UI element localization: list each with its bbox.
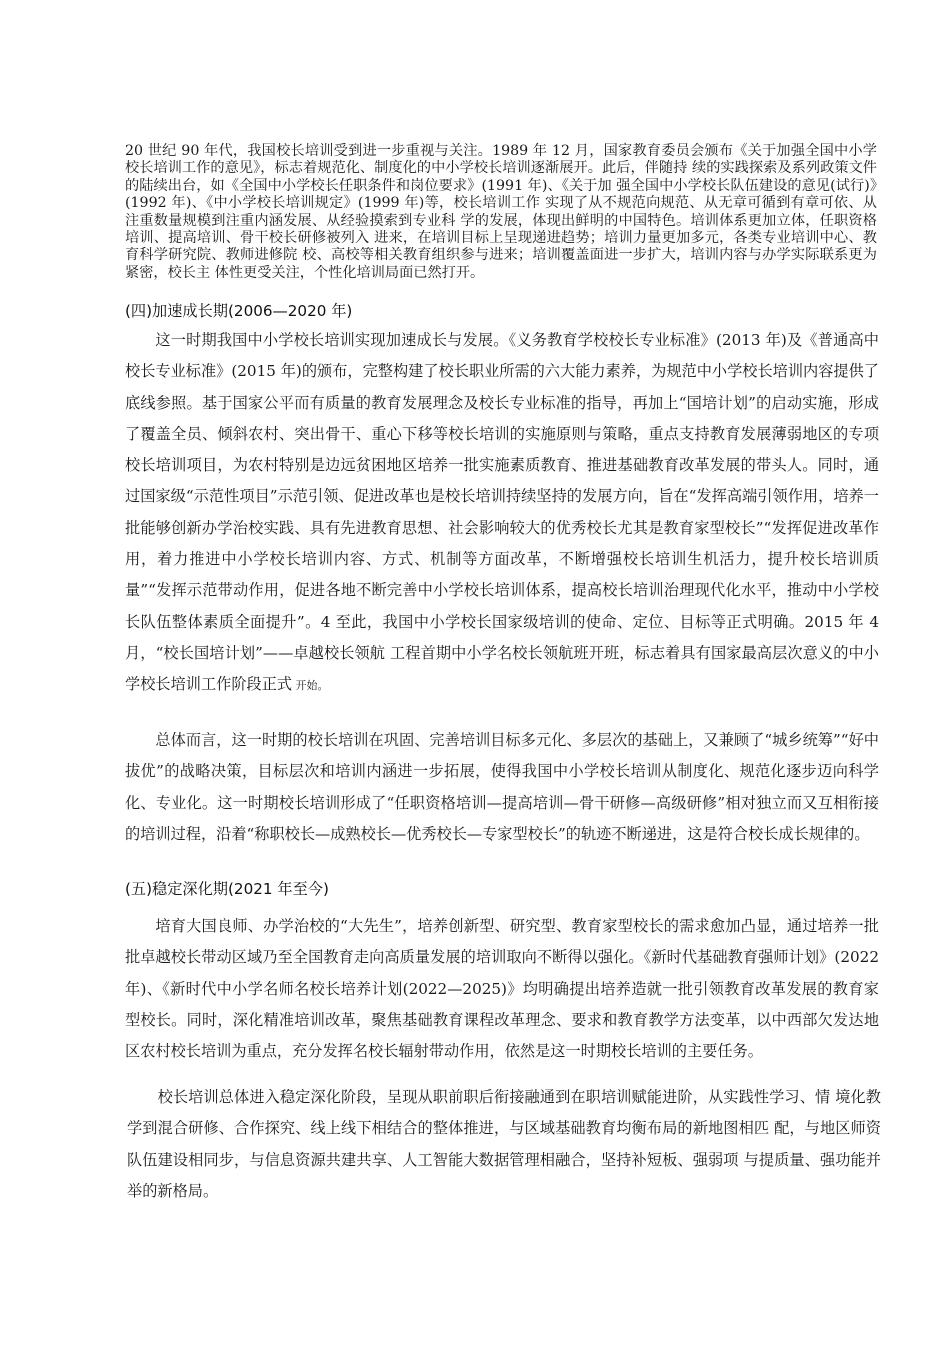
- section-heading-accelerated-growth: (四)加速成长期(2006—2020 年): [125, 302, 353, 320]
- section5-paragraph-2: 校长培训总体进入稳定深化阶段，呈现从职前职后衔接融通到在职培训赋能进阶，从实践性学习、情 境化教学到混合研修、合作探究、线上线下相结合的整体推进，与区域基础教育均衡布局的新地图相匹 配，与地区师资队伍建设相同步，与信息资源共建共享、人工智能大数据管理相融合，坚持补短板、强弱项 与提质量、强功能并举的新格局。: [127, 1088, 881, 1200]
- section5-paragraph-1: 培育大国良师、办学治校的“大先生”，培养创新型、研究型、教育家型校长的需求愈加凸显，通过培养一批批卓越校长带动区域乃至全国教育走向高质量发展的培训取向不断得以强化。《新时代基础教育强师计划》(2022 年)、《新时代中小学名师名校长培养计划(2022—2025)》均明确提出培养造就一批引领教育改革发展的教育家型校长。同时，深化精准培训改革，聚焦基础教育课程改革理念、要求和教育教学方法变革，以中西部欠发达地区农村校长培训为重点，充分发挥名校长辐射带动作用，依然是这一时期校长培训的主要任务。: [125, 917, 879, 1061]
- section4-paragraph-1-tail: 开始。: [292, 679, 329, 693]
- section4-paragraph-2: 总体而言，这一时期的校长培训在巩固、完善培训目标多元化、多层次的基础上，又兼顾了“城乡统筹”“好中拔优”的战略决策，目标层次和培训内涵进一步拓展，使得我国中小学校长培训从制度化、规范化逐步迈向科学化、专业化。这一时期校长培训形成了“任职资格培训—提高培训—骨干研修—高级研修”相对独立而又互相衔接的培训过程，沿着“称职校长—成熟校长—优秀校长—专家型校长”的轨迹不断递进，这是符合校长成长规律的。: [125, 731, 879, 843]
- section-heading-stable-deepening: (五)稳定深化期(2021 年至今): [125, 880, 329, 898]
- section4-paragraph-1-text: 这一时期我国中小学校长培训实现加速成长与发展。《义务教育学校校长专业标准》(2013 年)及《普通高中校长专业标准》(2015 年)的颁布，完整构建了校长职业所需的六大能力素养，为规范中小学校长培训内容提供了底线参照。基于国家公平而有质量的教育发展理念及校长专业标准的指导，再加上“国培计划”的启动实施，形成了覆盖全员、倾斜农村、突出骨干、重心下移等校长培训的实施原则与策略，重点支持教育发展薄弱地区的专项校长培训项目，为农村特别是边远贫困地区培养一批实施素质教育、推进基础教育改革发展的带头人。同时，通过国家级“示范性项目”示范引领、促进改革也是校长培训持续坚持的发展方向，旨在“发挥高端引领作用，培养一批能够创新办学治校实践、具有先进教育思想、社会影响较大的优秀校长尤其是教育家型校长”“发挥促进改革作用，着力推进中小学校长培训内容、方式、机制等方面改革，不断增强校长培训生机活力，提升校长培训质量”“发挥示范带动作用，促进各地不断完善中小学校长培训体系，提高校长培训治理现代化水平，推动中小学校长队伍整体素质全面提升”。4 至此，我国中小学校长国家级培训的使命、定位、目标等正式明确。2015 年 4 月，“校长国培计划”——卓越校长领航 工程首期中小学名校长领航班开班，标志着具有国家最高层次意义的中小学校长培训工作阶段正式: [125, 331, 879, 694]
- section4-paragraph-1: [125, 325, 879, 702]
- intro-paragraph: 20 世纪 90 年代，我国校长培训受到进一步重视与关注。1989 年 12 月，国家教育委员会颁布《关于加强全国中小学校长培训工作的意见》，标志着规范化、制度化的中小学校长培训逐渐展开。此后，伴随持 续的实践探索及系列政策文件的陆续出台，如《全国中小学校长任职条件和岗位要求》(1991 年)、《关于加 强全国中小学校长队伍建设的意见(试行)》(1992 年)、《中小学校长培训规定》(1999 年)等，校长培训工作 实现了从不规范向规范、从无章可循到有章可依、从注重数量规模到注重内涵发展、从经验摸索到专业科 学的发展，体现出鲜明的中国特色。培训体系更加立体，任职资格培训、提高培训、骨干校长研修被列入 进来，在培训目标上呈现递进趋势；培训力量更加多元，各类专业培训中心、教育科学研究院、教师进修院 校、高校等相关教育组织参与进来；培训覆盖面进一步扩大，培训内容与办学实际联系更为紧密，校长主 体性更受关注，个性化培训局面已然打开。: [125, 143, 877, 281]
